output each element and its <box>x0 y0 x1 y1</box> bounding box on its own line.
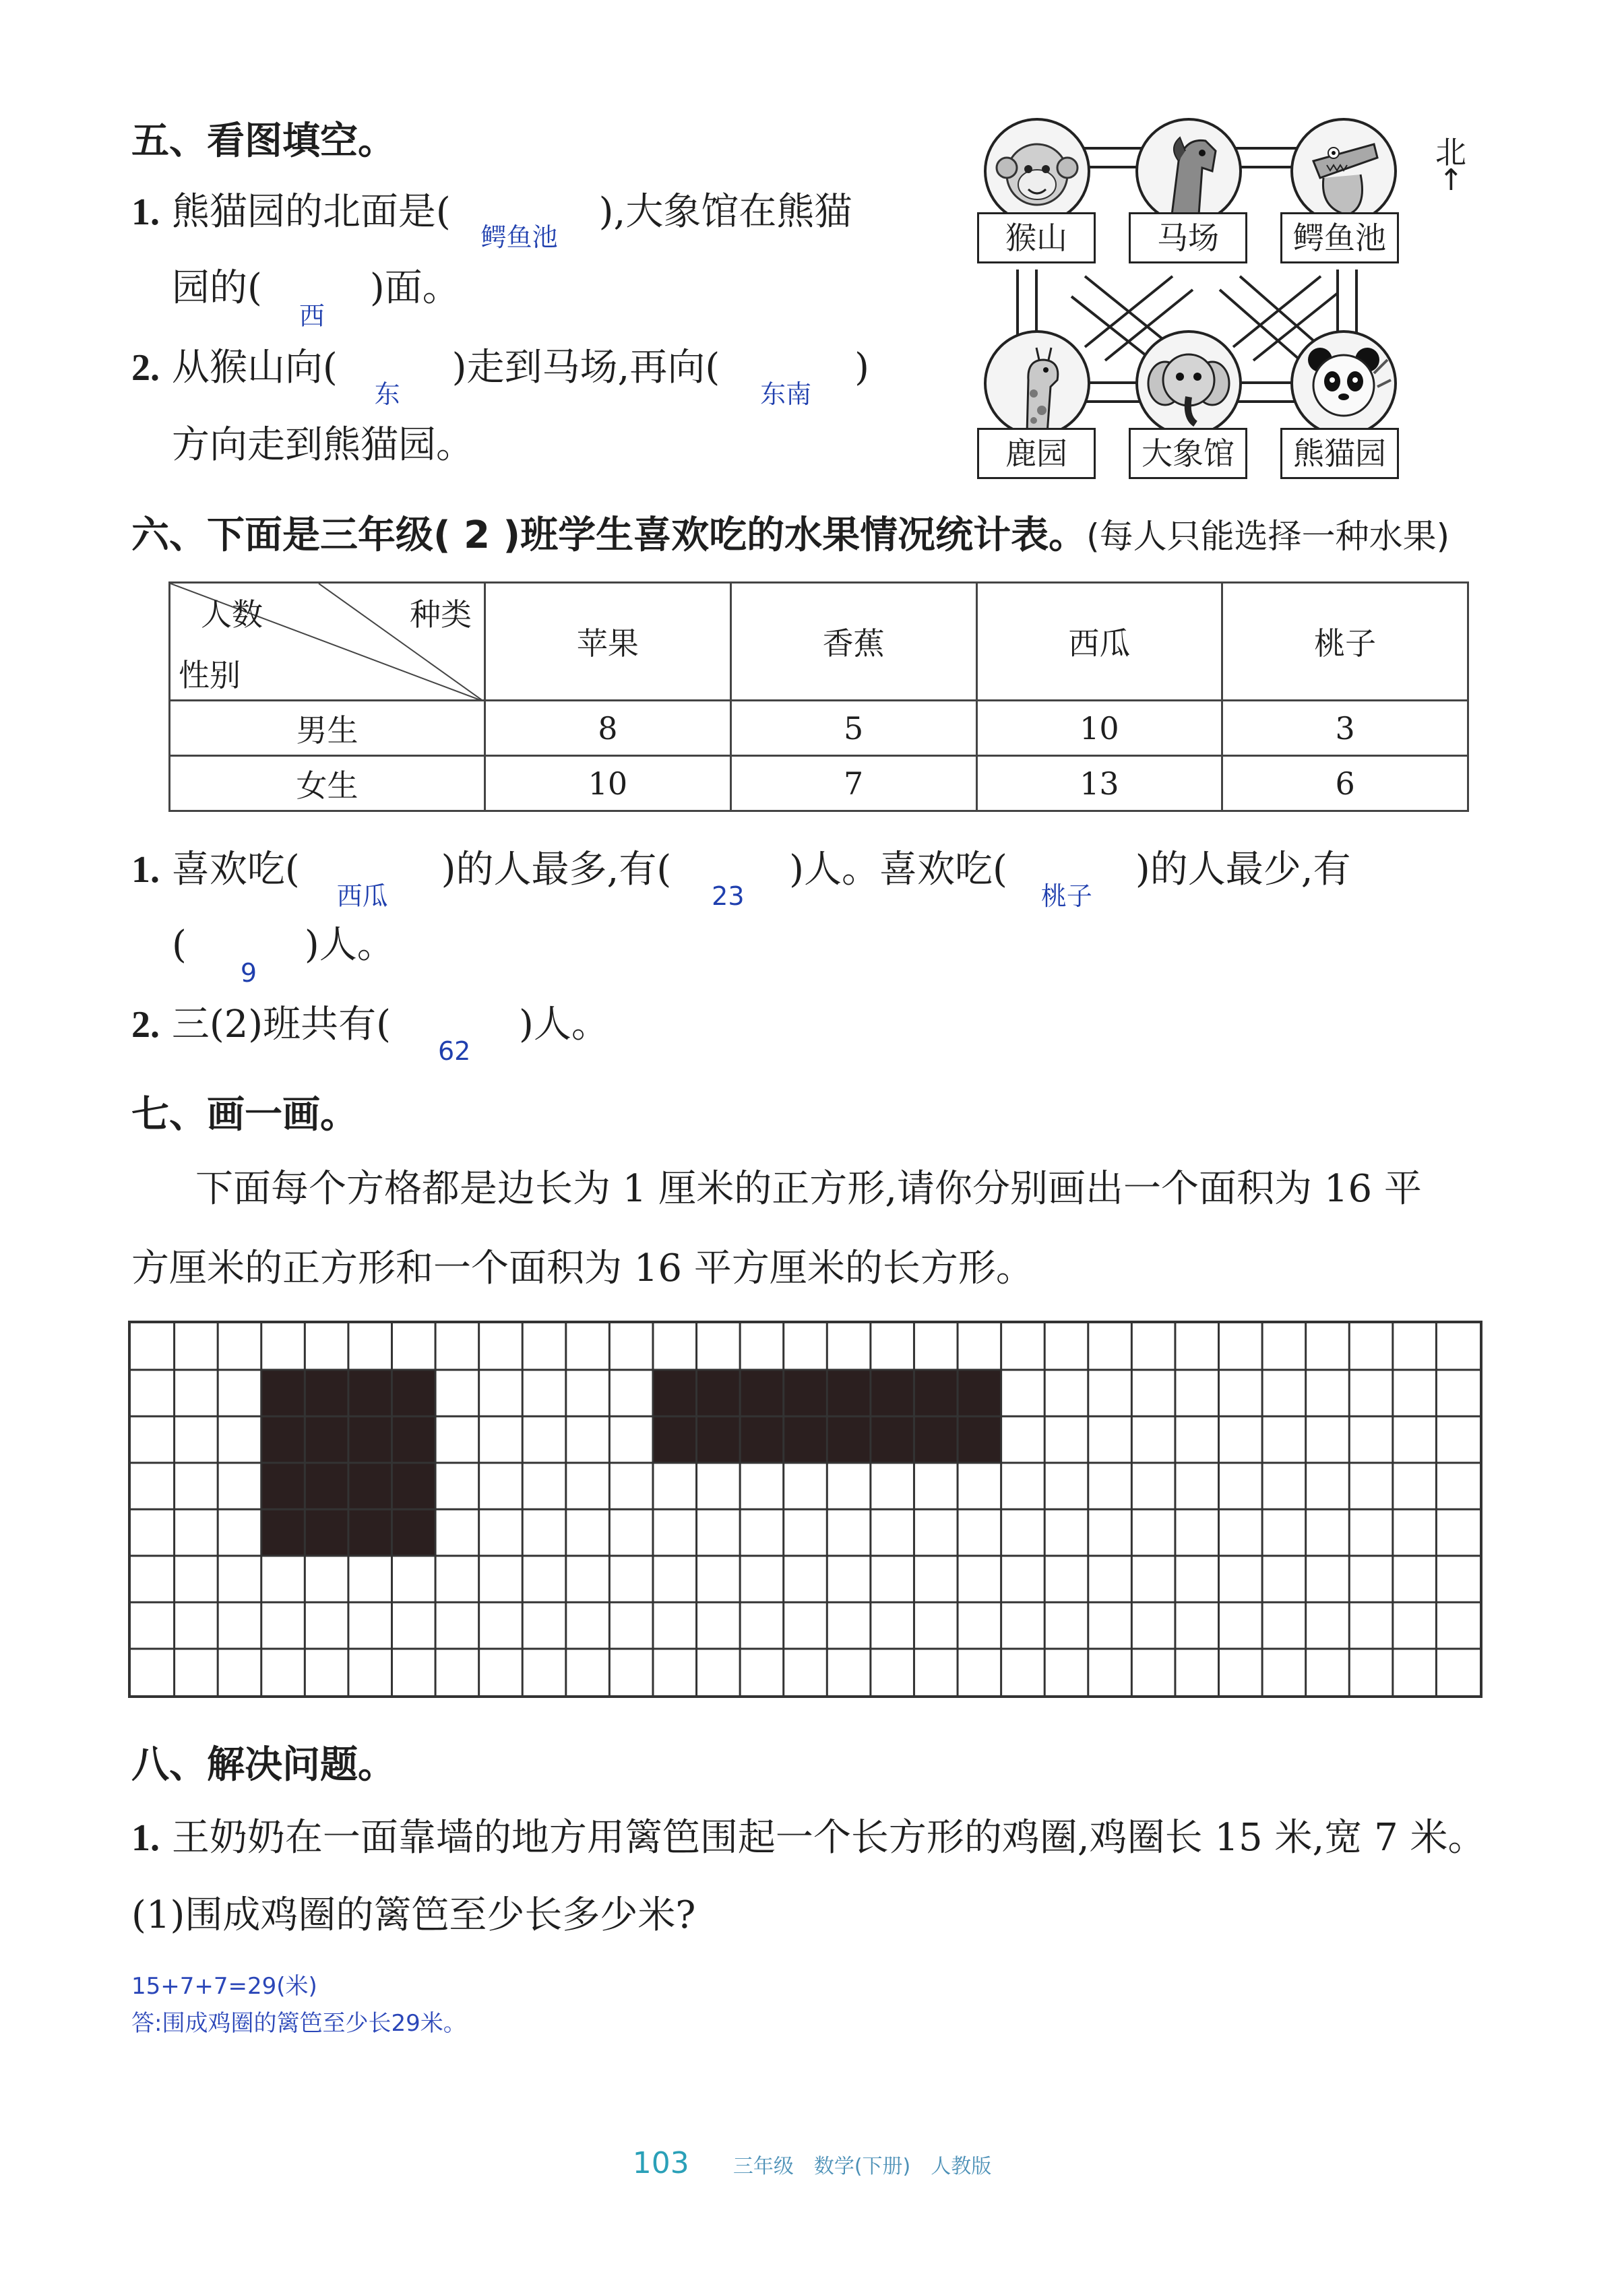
label-monkey-hill: 猴山 <box>977 212 1096 263</box>
crocodile-icon <box>1293 121 1394 222</box>
s6-q2-text2: )人。 <box>518 1003 609 1046</box>
north-label: 北 <box>1435 134 1466 170</box>
s8-q1-number: 1. <box>131 1817 160 1859</box>
table-cell: 13 <box>976 756 1222 811</box>
s7-instruction-line2: 方厘米的正方形和一个面积为 16 平方厘米的长方形。 <box>131 1247 1034 1290</box>
s8-q1-calculation: 15+7+7=29(米) <box>131 1973 317 2000</box>
table-row <box>170 701 1468 756</box>
table-row <box>170 756 1468 811</box>
s6-q1-answer2: 23 <box>712 881 745 911</box>
table-corner-cell <box>170 583 485 701</box>
s6-q1-text6: )人。 <box>304 923 395 967</box>
s8-q1-sub1: (1)围成鸡圈的篱笆至少长多少米? <box>131 1893 696 1937</box>
s6-q2-number: 2. <box>131 1004 160 1046</box>
s6-q1-line2 <box>172 923 395 988</box>
table-cell: 10 <box>976 701 1222 756</box>
s5-q1-answer2: 西 <box>299 301 325 331</box>
north-arrow-icon: ↑ <box>1439 163 1464 197</box>
giraffe-icon <box>987 333 1088 434</box>
page-number: 103 <box>632 2146 689 2180</box>
s6-q1-text3: )人。喜欢吃( <box>789 848 1007 891</box>
col-header-banana: 香蕉 <box>730 583 976 701</box>
monkey-node <box>984 118 1090 224</box>
s6-q1-answer3: 桃子 <box>1040 881 1092 911</box>
corner-gender-label: 性别 <box>179 657 241 693</box>
s8-q1-text: 王奶奶在一面靠墙的地方用篱笆围起一个长方形的鸡圈,鸡圈长 15 米,宽 7 米。 <box>171 1816 1486 1860</box>
horse-node <box>1135 118 1242 224</box>
panda-icon <box>1293 333 1394 434</box>
label-elephant-hall: 大象馆 <box>1129 428 1247 479</box>
zoo-map <box>970 115 1489 478</box>
s5-q1-text2: ),大象馆在熊猫 <box>598 190 852 234</box>
table-cell: 3 <box>1222 701 1468 756</box>
s5-q1-answer1: 鳄鱼池 <box>480 222 558 252</box>
corner-kind-label: 种类 <box>410 596 472 633</box>
table-cell: 10 <box>485 756 731 811</box>
s6-q1-text2: )的人最多,有( <box>441 848 672 891</box>
s6-q1-text1: 喜欢吃( <box>171 848 300 891</box>
table-cell: 7 <box>730 756 976 811</box>
s6-q1-number: 1. <box>131 849 160 891</box>
section5-title: 五、看图填空。 <box>131 119 396 163</box>
section7-title: 七、画一画。 <box>131 1093 358 1137</box>
s5-q1-text1: 熊猫园的北面是( <box>171 190 451 234</box>
giraffe-node <box>984 330 1090 437</box>
corner-count-label: 人数 <box>201 596 263 633</box>
grid-canvas[interactable] <box>131 1323 1480 1695</box>
label-horse-field: 马场 <box>1129 212 1247 263</box>
row-label-boys: 男生 <box>170 701 485 756</box>
section6-title: 六、下面是三年级( 2 )班学生喜欢吃的水果情况统计表。 <box>131 513 1087 557</box>
section8-title: 八、解决问题。 <box>131 1743 396 1787</box>
fruit-table <box>168 581 1469 812</box>
label-deer-park: 鹿园 <box>977 428 1096 479</box>
table-cell: 5 <box>730 701 976 756</box>
panda-node <box>1290 330 1397 437</box>
s5-q2-answer2: 东南 <box>760 379 812 409</box>
s6-q1-line1 <box>131 848 1351 911</box>
monkey-icon <box>987 121 1088 222</box>
s5-q2-line2: 方向走到熊猫园。 <box>172 423 474 467</box>
section6-heading <box>131 505 1449 559</box>
table-header-row <box>170 583 1468 701</box>
s6-q2-answer1: 62 <box>437 1036 471 1066</box>
s5-q1-text3: 园的( <box>172 266 262 310</box>
book-info: 三年级 数学(下册) 人教版 <box>732 2155 992 2178</box>
s7-instruction-line1: 下面每个方格都是边长为 1 厘米的正方形,请你分别画出一个面积为 16 平 <box>195 1167 1422 1211</box>
s5-q1-line1 <box>131 190 852 252</box>
elephant-node <box>1135 330 1242 437</box>
table-cell: 8 <box>485 701 731 756</box>
col-header-peach: 桃子 <box>1222 583 1468 701</box>
s5-q2-answer1: 东 <box>374 379 400 409</box>
s5-q1-text4: )面。 <box>369 266 460 310</box>
s5-q2-text3: ) <box>854 346 870 389</box>
s8-q1-line <box>131 1816 1486 1860</box>
drawing-grid[interactable] <box>128 1321 1482 1698</box>
s5-q2-number: 2. <box>131 347 160 389</box>
s5-q1-number: 1. <box>131 191 160 233</box>
col-header-apple: 苹果 <box>485 583 731 701</box>
s6-q1-text5: ( <box>172 923 187 967</box>
s5-q1-line2 <box>172 266 460 331</box>
s6-q1-answer1: 西瓜 <box>336 881 388 911</box>
s6-q1-text4: )的人最少,有 <box>1135 848 1351 891</box>
s6-q1-answer4: 9 <box>240 958 257 988</box>
horse-icon <box>1138 121 1239 222</box>
crocodile-node <box>1290 118 1397 224</box>
page-footer <box>0 2146 1624 2180</box>
s5-q2-text1: 从猴山向( <box>171 346 338 389</box>
label-crocodile-pool: 鳄鱼池 <box>1280 212 1399 263</box>
elephant-icon <box>1138 333 1239 434</box>
s6-q2-line <box>131 1003 609 1066</box>
table-cell: 6 <box>1222 756 1468 811</box>
row-label-girls: 女生 <box>170 756 485 811</box>
s8-q1-answer: 答:围成鸡圈的篱笆至少长29米。 <box>131 2010 466 2037</box>
section6-title-note: (每人只能选择一种水果) <box>1086 517 1450 556</box>
s6-q2-text1: 三(2)班共有( <box>171 1003 391 1046</box>
col-header-watermelon: 西瓜 <box>976 583 1222 701</box>
label-panda-garden: 熊猫园 <box>1280 428 1399 479</box>
s5-q2-line1 <box>131 346 870 409</box>
s5-q2-text2: )走到马场,再向( <box>451 346 720 389</box>
